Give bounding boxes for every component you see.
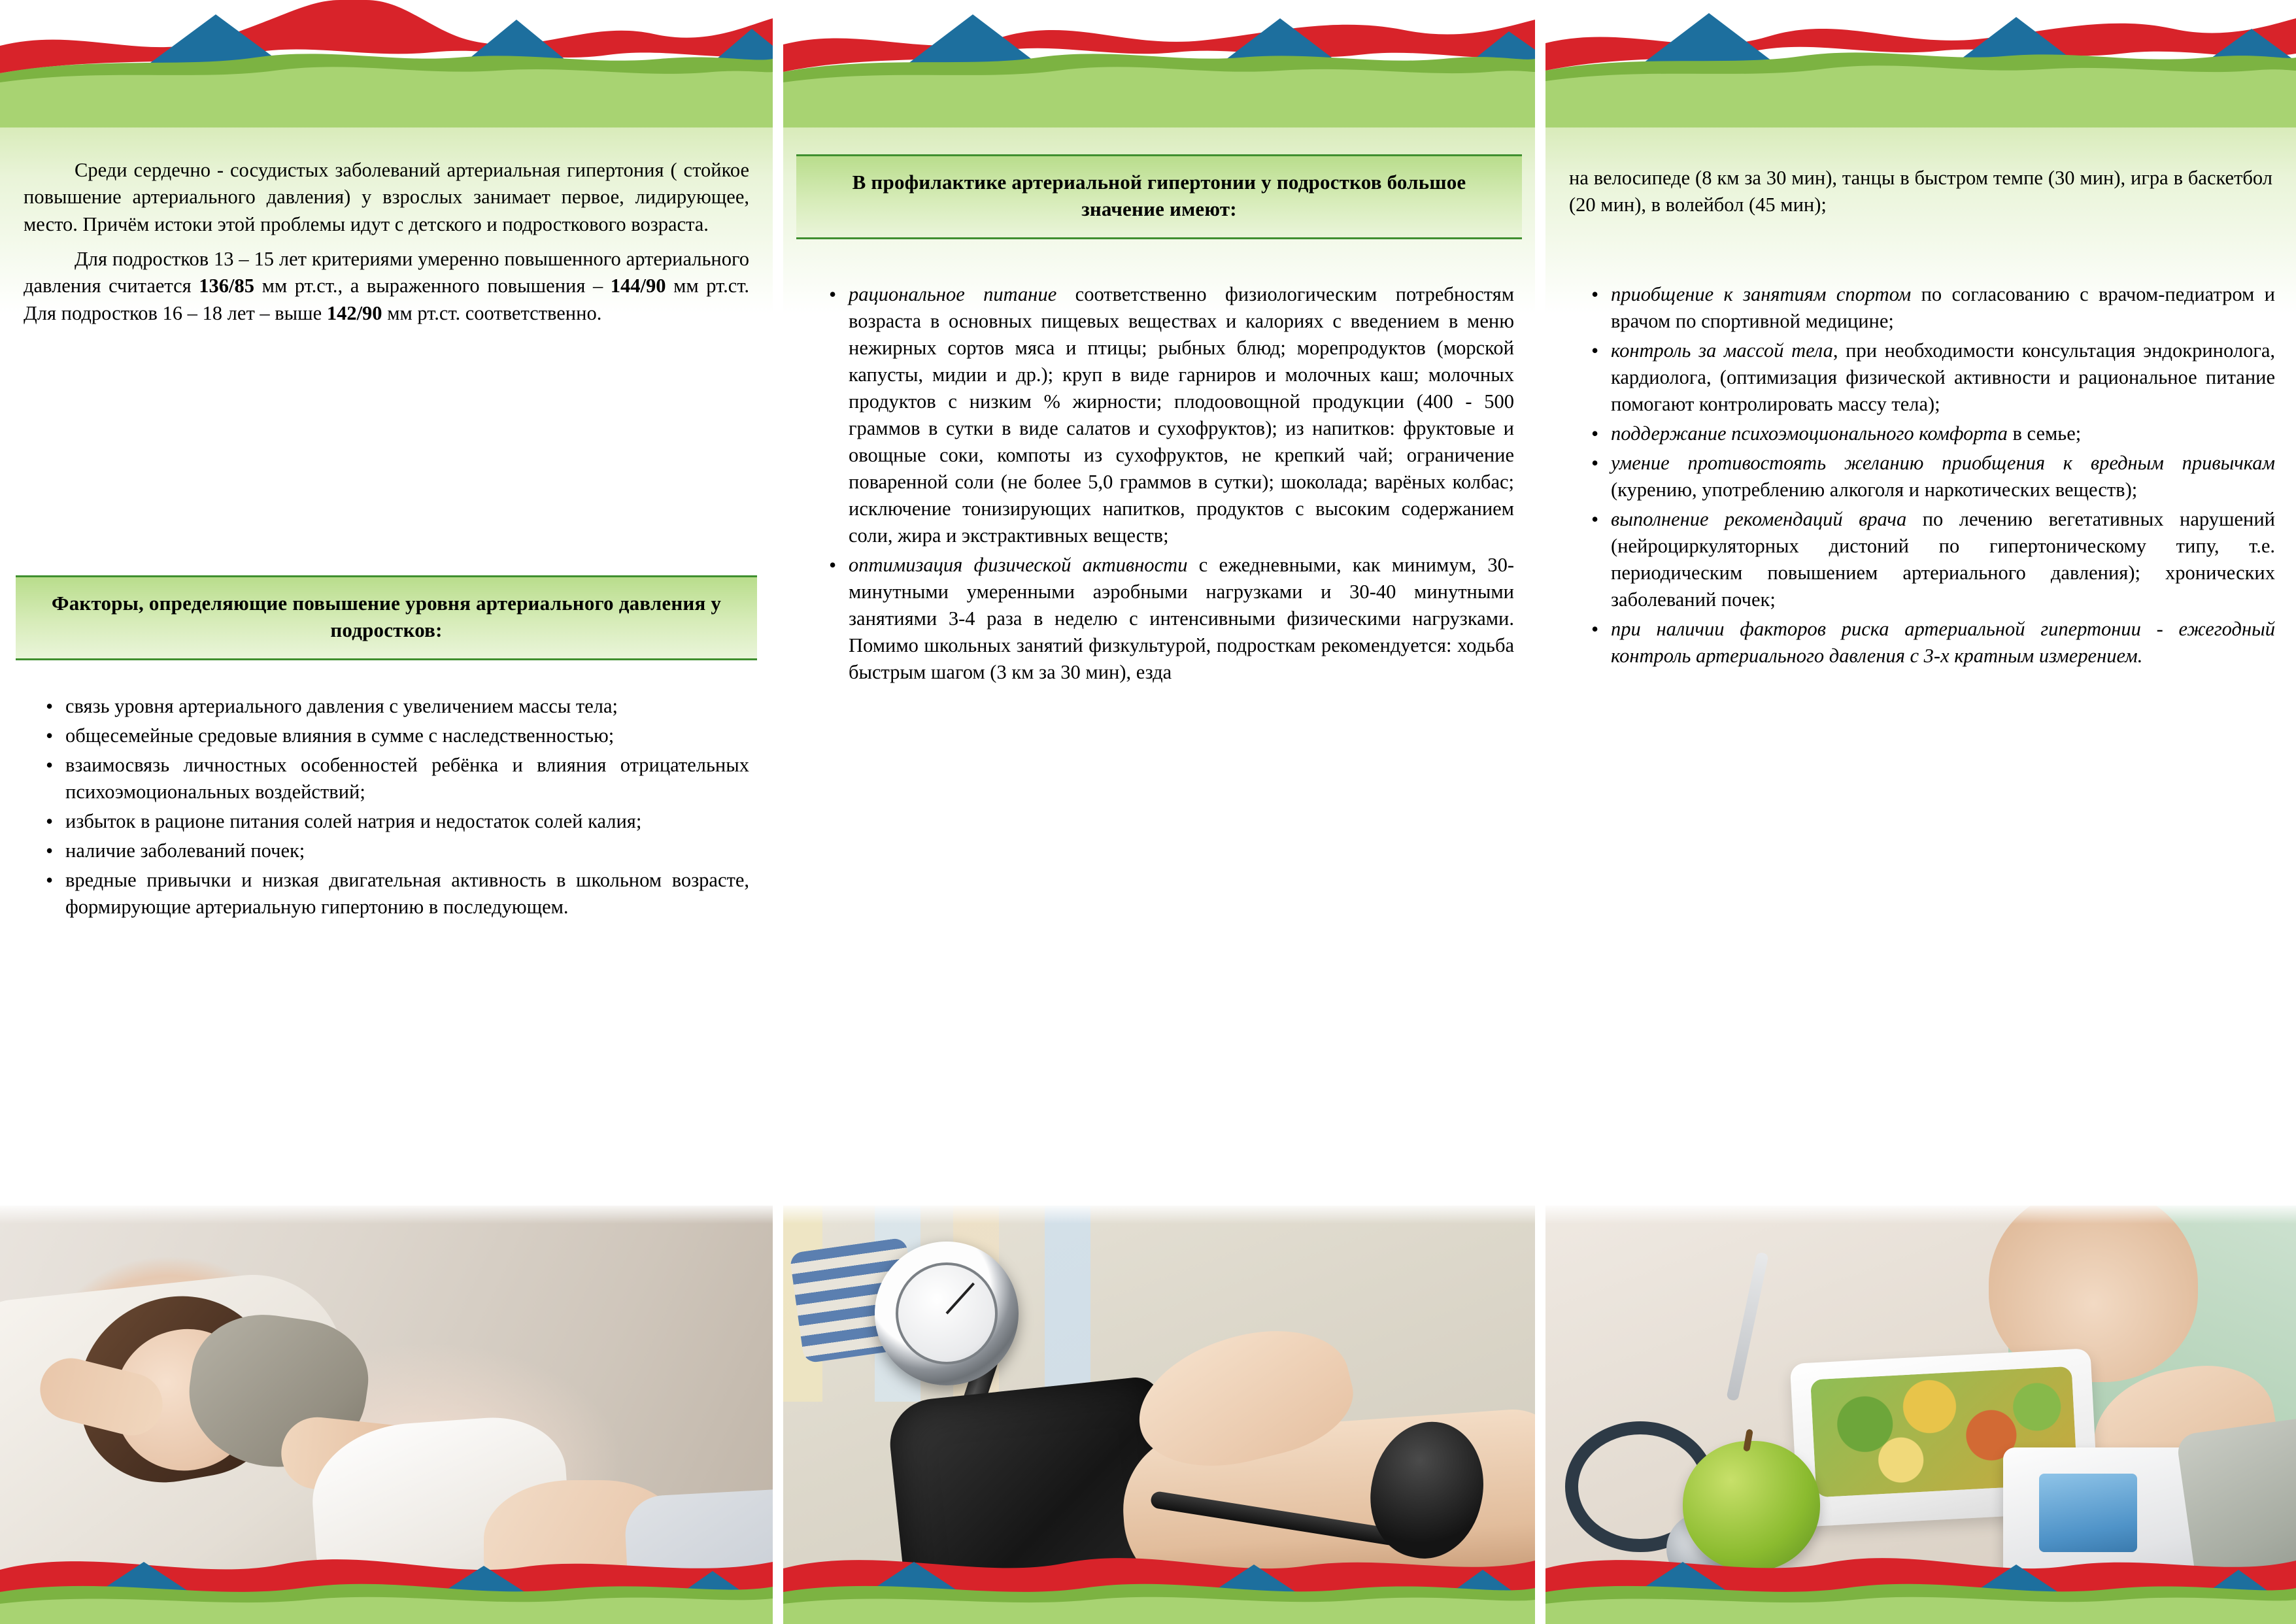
list-item-lead: выполнение рекомендаций врача (1611, 508, 1907, 531)
prevention-heading: В профилактике артериальной гипертонии у подростков большое значение имеют: (852, 171, 1466, 220)
decorative-wave-bottom-left (0, 1536, 773, 1624)
prevention-list (820, 281, 1514, 688)
list-item: • общесемейные средовые влияния в сумме с наследственностью; (37, 722, 749, 749)
list-item-lead: умение противостоять желанию приобщения к вредным привычкам (1611, 452, 2275, 475)
decorative-wave-bottom-middle (783, 1536, 1535, 1624)
list-item-lead: рациональное питание (849, 283, 1057, 305)
value-144-90: 144/90 (610, 275, 666, 297)
list-item-lead: оптимизация физической активности (849, 554, 1188, 577)
intro-paragraph-2-part-c: мм рт.ст. Для подростков 16 – 18 лет – выше (24, 275, 750, 324)
prevention-heading-box (796, 154, 1522, 239)
list-item-text: по согласованию с врачом-педиатром и врачом по спортивной медицине; (1611, 283, 2275, 333)
continuation-paragraph: на велосипеде (8 км за 30 мин), танцы в быстром темпе (30 мин), игра в баскетбол (20 мин), в волейбол (45 мин); (1569, 167, 2272, 216)
value-142-90: 142/90 (326, 301, 382, 324)
list-item (1582, 506, 2275, 613)
list-item-text: (курению, употреблению алкоголя и наркотических веществ); (1611, 479, 2138, 501)
list-item (820, 281, 1514, 549)
list-item: • связь уровня артериального давления с увеличением массы тела; (37, 693, 749, 720)
decorative-wave-bottom-right (1545, 1536, 2296, 1624)
list-item: • наличие заболеваний почек; (37, 837, 749, 864)
list-item (1582, 281, 2275, 335)
list-item-text: соответственно физиологическим потребностям возраста в основных пищевых веществах и калориях с введением в меню нежирных сортов мяса и птицы; рыбных блюд; морепродуктов (морской капусты, мидии и др.); круп в виде гарниров и молочных каш; молочных продуктов с низким % жирности; плодоовощной продукции (400 - 500 граммов в сутки в виде салатов и сухофруктов); из напитков: фруктовые и овощные соки, компоты из сухофруктов, не крепкий чай; ограничение поваренной соли (не более 5,0 граммов в сутки); шоколада; варёных колбас; исключение тонизирующих напитков, продуктов с высоким содержанием соли, жира и экстрактивных веществ; (849, 283, 1515, 547)
list-item: • вредные привычки и низкая двигательная активность в школьном возрасте, формирующие артериальную гипертонию в последующем. (37, 867, 749, 921)
panel-right (1545, 0, 2296, 1624)
photo-headache (0, 1206, 773, 1624)
factors-list (37, 693, 749, 923)
intro-paragraph-1: Среди сердечно - сосудистых заболеваний артериальная гипертония ( стойкое повышение артериального давления) у взрослых занимает первое, лидирующее, место. Причём истоки этой проблемы идут с детского и подросткового возраста. (24, 159, 749, 235)
photo-healthy-meal (1545, 1206, 2296, 1624)
list-item-text: по лечению вегетативных нарушений (нейроциркуляторных дистоний по гипертоническому типу, т.е. периодическим повышением артериального давления); хронических заболеваний почек; (1611, 508, 2275, 611)
photo-blood-pressure (783, 1206, 1535, 1624)
panel-gutter-1 (773, 0, 783, 1624)
list-item-lead: приобщение к занятиям спортом (1611, 283, 1912, 305)
list-item-lead: контроль за массой тела (1611, 339, 1833, 362)
list-item (1582, 450, 2275, 503)
value-136-85: 136/85 (199, 275, 255, 297)
panel-gutter-2 (1535, 0, 1545, 1624)
factors-heading-box (16, 575, 757, 660)
panel-left (0, 0, 773, 1624)
list-item-text: в семье; (2007, 422, 2082, 445)
recommendations-list (1582, 281, 2275, 672)
intro-paragraph-2-part-b: мм рт.ст., а выраженного повышения – (254, 275, 611, 297)
list-item (820, 552, 1514, 686)
list-item-lead: при наличии факторов риска артериальной гипертонии - ежегодный контроль артериального давления с 3-х кратным измерением. (1611, 618, 2275, 668)
factors-heading: Факторы, определяющие повышение уровня артериального давления у подростков: (51, 592, 722, 641)
intro-paragraph-2-part-a: Для подростков 13 – 15 лет критериями умеренно повышенного артериального давления считается (24, 247, 749, 297)
intro-paragraph-2 (24, 246, 749, 327)
list-item-lead: поддержание психоэмоционального комфорта (1611, 422, 2008, 445)
list-item (1582, 337, 2275, 418)
list-item-text: с ежедневными, как минимум, 30-минутными умеренными аэробными нагрузками и 30-40 минутными занятиями 3-4 раза в неделю с интенсивными физическими нагрузками. Помимо школьных занятий физкультурой, подросткам рекомендуется: ходьба быстрым шагом (3 км за 30 мин), езда (849, 554, 1514, 684)
list-item: • избыток в рационе питания солей натрия и недостаток солей калия; (37, 808, 749, 835)
intro-paragraph-2-part-d: мм рт.ст. соответственно. (382, 301, 602, 324)
list-item-text: , при необходимости консультация эндокринолога, кардиолога, (оптимизация физической активности и рациональное питание помогают контролировать массу тела); (1611, 339, 2275, 416)
panel-middle (783, 0, 1535, 1624)
list-item (1582, 420, 2275, 447)
list-item: • взаимосвязь личностных особенностей ребёнка и влияния отрицательных психоэмоциональных воздействий; (37, 752, 749, 805)
list-item (1582, 616, 2275, 669)
